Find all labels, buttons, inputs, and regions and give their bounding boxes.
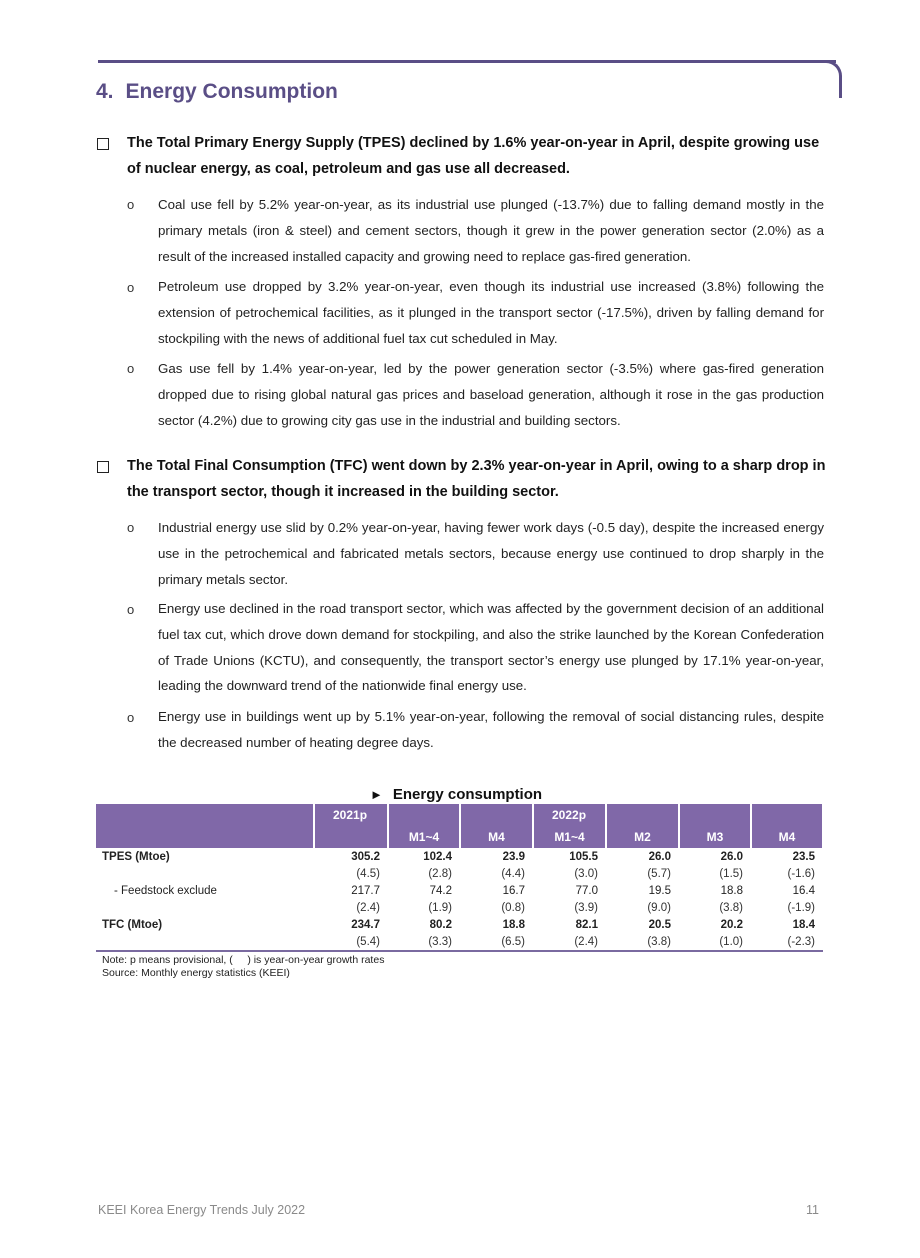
table-header-row-years (96, 804, 823, 826)
table-cell: (3.8) (719, 901, 743, 914)
table-cell: 26.0 (648, 850, 671, 863)
table-cell: (1.5) (719, 867, 743, 880)
table-cell: (3.0) (574, 867, 598, 880)
table-cell: (4.5) (356, 867, 380, 880)
table-row (96, 899, 823, 916)
bullet-icon: o (127, 361, 135, 376)
table-header-cell (460, 804, 533, 826)
table-row (96, 933, 823, 951)
table-caption (370, 786, 542, 803)
table-header-cell (679, 804, 751, 826)
header-rule (98, 60, 836, 63)
table-row-label: TFC (Mtoe) (102, 918, 163, 931)
bullet-icon: o (127, 710, 135, 725)
table-header-cell (751, 804, 823, 826)
table-cell: (3.3) (388, 933, 460, 951)
table-cell: 16.4 (792, 884, 815, 897)
tfc-bullet-transport: Energy use declined in the road transport sector, which was affected by the government decision of an additional fuel tax cut, which drove down demand for stockpiling, and also the strike launched by the Korean Confederation of Trade Unions (KCTU), and consequently, the transport sector’s energy use plunged by 17.1% year-on-year, leading the downward trend of the nationwide final energy use. (158, 601, 824, 694)
bullet-icon: o (127, 520, 135, 535)
table-cell: (5.7) (647, 867, 671, 880)
table-row (96, 916, 823, 933)
table-header-row-periods (96, 826, 823, 848)
table-header-cell (96, 804, 314, 826)
table-row (96, 848, 823, 865)
table-row (96, 865, 823, 882)
table-cell: 305.2 (351, 850, 380, 863)
table-cell: (-1.6) (787, 867, 815, 880)
tpes-bullet-coal: Coal use fell by 5.2% year-on-year, as its industrial use plunged (-13.7%) due to falling demand mostly in the primary metals (iron & steel) and cement sectors, though it grew in the power generation sector (2.0%) as a result of the increased installed capacity and growing need to replace gas-fired generation. (158, 197, 824, 264)
footer-page-number: 11 (806, 1203, 819, 1217)
table-header-2021: 2021p (314, 804, 388, 826)
table-cell: 20.5 (648, 918, 671, 931)
table-cell: 18.4 (792, 918, 815, 931)
header-rule-corner (826, 60, 842, 98)
table-cell: 16.7 (502, 884, 525, 897)
table-row-label: TPES (Mtoe) (102, 850, 170, 863)
table-cell: (2.4) (533, 933, 606, 951)
energy-consumption-table (96, 804, 824, 952)
table-cell: 18.8 (502, 918, 525, 931)
table-header-2022: 2022p (533, 804, 606, 826)
table-cell: (-2.3) (751, 933, 823, 951)
bullet-icon: o (127, 280, 135, 295)
table-row-label: - Feedstock exclude (114, 884, 217, 897)
table-header-cell (606, 804, 679, 826)
table-cell: 80.2 (429, 918, 452, 931)
table-caption-text: Energy consumption (392, 786, 543, 803)
table-cell: 20.2 (720, 918, 743, 931)
table-cell: 234.7 (351, 918, 380, 931)
table-header-cell (96, 826, 314, 848)
table-cell: 105.5 (569, 850, 598, 863)
table-column-header: M4 (751, 826, 823, 848)
table-source: Source: Monthly energy statistics (KEEI) (102, 967, 290, 979)
table-cell: (-1.9) (787, 901, 815, 914)
table-column-header: M1~4 (388, 826, 460, 848)
table-cell: (1.9) (428, 901, 452, 914)
checkbox-square-icon (97, 138, 109, 150)
tfc-headline: The Total Final Consumption (TFC) went down by 2.3% year-on-year in April, owing to a sharp drop in the transport sector, though it increased in the building sector. (127, 458, 826, 500)
section-title-text: Energy Consumption (125, 80, 338, 103)
table-cell: (2.4) (356, 901, 380, 914)
table-column-header: M3 (679, 826, 751, 848)
table-cell: 82.1 (575, 918, 598, 931)
table-cell: (6.5) (460, 933, 533, 951)
table-cell: (1.0) (679, 933, 751, 951)
table-cell: (0.8) (501, 901, 525, 914)
triangle-right-icon: ► (370, 787, 383, 802)
table-row (96, 882, 823, 899)
table-column-header: M4 (460, 826, 533, 848)
table-cell: 23.9 (502, 850, 525, 863)
table-cell: (3.8) (606, 933, 679, 951)
table-header-cell (388, 804, 460, 826)
table-row-label (96, 899, 314, 916)
checkbox-square-icon (97, 461, 109, 473)
table-cell: 77.0 (575, 884, 598, 897)
table-cell: (3.9) (574, 901, 598, 914)
table-cell: (4.4) (501, 867, 525, 880)
table-column-header: M2 (606, 826, 679, 848)
table-cell: (9.0) (647, 901, 671, 914)
table-cell: 217.7 (351, 884, 380, 897)
table-row-label (96, 933, 314, 951)
tfc-bullet-industrial: Industrial energy use slid by 0.2% year-on-year, having fewer work days (-0.5 day), despite the increased energy use in the petrochemical and fabricated metals sectors, because energy use continued to drop sharply in the primary metals sector. (158, 520, 824, 587)
table-row-label (96, 865, 314, 882)
table-cell: 19.5 (648, 884, 671, 897)
tpes-headline: The Total Primary Energy Supply (TPES) declined by 1.6% year-on-year in April, despite growing use of nuclear energy, as coal, petroleum and gas use all decreased. (127, 135, 820, 177)
table-note: Note: p means provisional, ( ) is year-on-year growth rates (102, 954, 385, 966)
table-header-cell (314, 826, 388, 848)
section-number: 4. (96, 80, 114, 103)
table-cell: (5.4) (314, 933, 388, 951)
table-cell: 18.8 (720, 884, 743, 897)
table-cell: 74.2 (429, 884, 452, 897)
footer-publication: KEEI Korea Energy Trends July 2022 (98, 1203, 306, 1217)
table-cell: (2.8) (428, 867, 452, 880)
table-cell: 26.0 (720, 850, 743, 863)
tpes-bullet-gas: Gas use fell by 1.4% year-on-year, led by the power generation sector (-3.5%) where gas-fired generation dropped due to rising global natural gas prices and baseload generation, although it rose in the gas production sector (4.2%) due to growing city gas use in the industrial and building sectors. (158, 361, 824, 428)
section-title (96, 80, 338, 104)
bullet-icon: o (127, 197, 135, 212)
tfc-bullet-buildings: Energy use in buildings went up by 5.1% year-on-year, following the removal of social distancing rules, despite the decreased number of heating degree days. (158, 709, 824, 750)
table-column-header: M1~4 (533, 826, 606, 848)
table-cell: 23.5 (792, 850, 815, 863)
tpes-bullet-petroleum: Petroleum use dropped by 3.2% year-on-year, even though its industrial use increased (3.8%) following the extension of petrochemical facilities, as it plunged in the transport sector (-17.5%), driven by falling demand for stockpiling with the news of additional fuel tax cut scheduled in May. (158, 279, 824, 346)
bullet-icon: o (127, 602, 135, 617)
table-cell: 102.4 (423, 850, 452, 863)
